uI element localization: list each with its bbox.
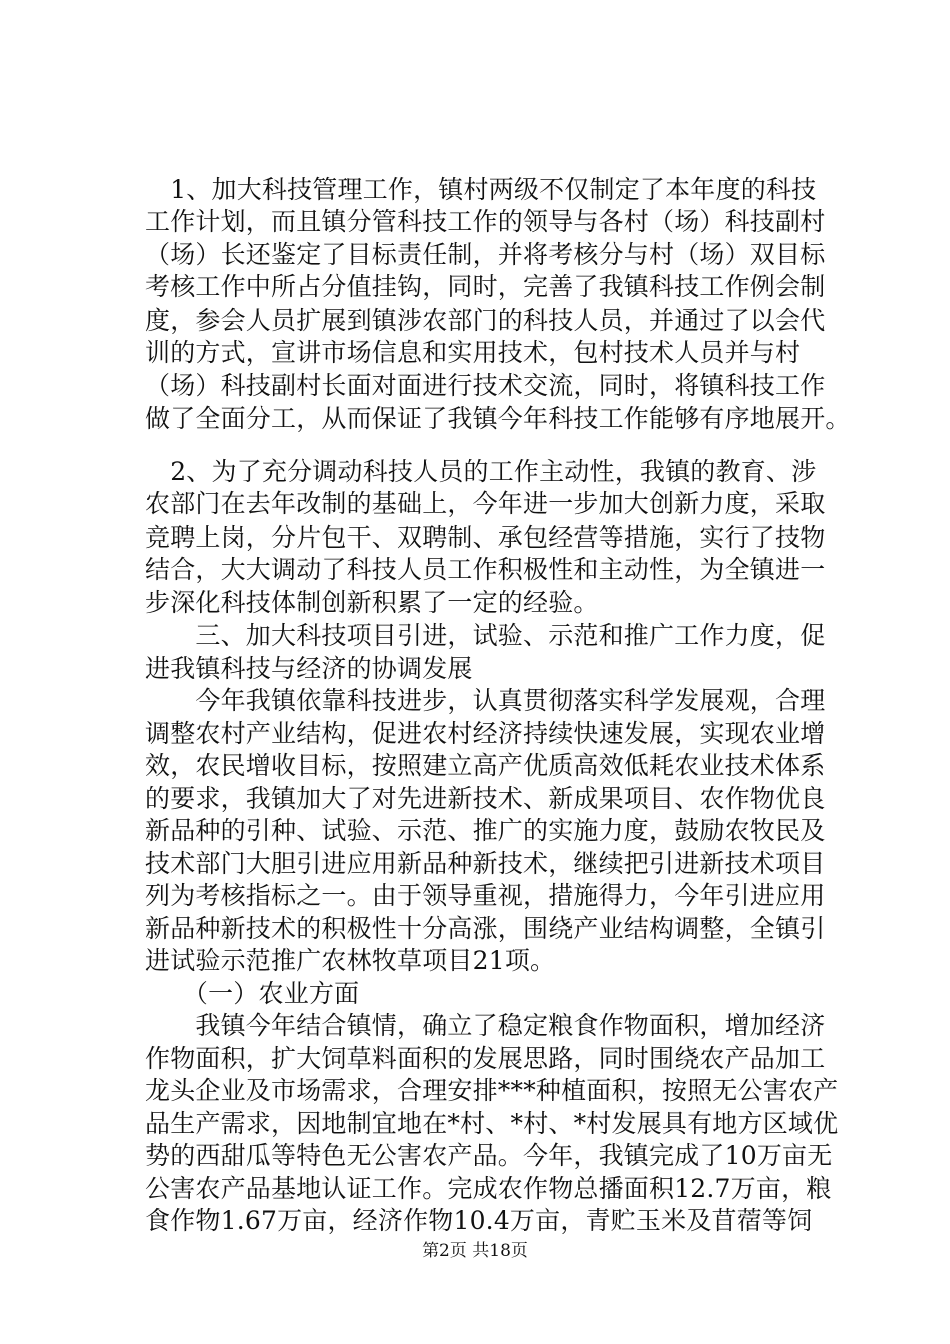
text-line: 结合，大大调动了科技人员工作积极性和主动性，为全镇进一 <box>145 555 826 585</box>
text-line: 步深化科技体制创新积累了一定的经验。 <box>145 587 599 617</box>
text-line: 作物面积，扩大饲草料面积的发展思路，同时围绕农产品加工 <box>145 1043 826 1073</box>
text-line: （场）科技副村长面对面进行技术交流，同时，将镇科技工作 <box>145 370 826 400</box>
section-heading: 三、加大科技项目引进，试验、示范和推广工作力度，促 <box>145 621 826 651</box>
text-line: 度，参会人员扩展到镇涉农部门的科技人员，并通过了以会代 <box>145 305 826 335</box>
text-line: 今年我镇依靠科技进步，认真贯彻落实科学发展观，合理 <box>145 686 826 716</box>
text-line: 竞聘上岗，分片包干、双聘制、承包经营等措施，实行了技物 <box>145 522 826 552</box>
text-line: 势的西甜瓜等特色无公害农产品。今年，我镇完成了10万亩无 <box>145 1141 833 1171</box>
text-line: 工作计划，而且镇分管科技工作的领导与各村（场）科技副村 <box>145 207 826 237</box>
text-line: 1、加大科技管理工作，镇村两级不仅制定了本年度的科技 <box>145 175 817 204</box>
page-number-footer: 第2页 共18页 <box>422 1241 528 1261</box>
text-line: 食作物1.67万亩，经济作物10.4万亩，青贮玉米及苜蓿等饲 <box>145 1206 813 1235</box>
text-line: 进试验示范推广农林牧草项目21项。 <box>145 946 556 976</box>
text-line: 新品种的引种、试验、示范、推广的实施力度，鼓励农牧民及 <box>145 816 826 846</box>
text-line: 训的方式，宣讲市场信息和实用技术，包村技术人员并与村 <box>145 338 801 368</box>
text-line: 农部门在去年改制的基础上，今年进一步加大创新力度，采取 <box>145 489 826 519</box>
text-line: 的要求，我镇加大了对先进新技术、新成果项目、农作物优良 <box>145 783 826 813</box>
text-line: 我镇今年结合镇情，确立了稳定粮食作物面积，增加经济 <box>145 1011 826 1041</box>
text-line: 调整农村产业结构，促进农村经济持续快速发展，实现农业增 <box>145 718 826 748</box>
text-line: 新品种新技术的积极性十分高涨，围绕产业结构调整，全镇引 <box>145 913 826 943</box>
text-line: 公害农产品基地认证工作。完成农作物总播面积12.7万亩，粮 <box>145 1173 832 1203</box>
text-line: （场）长还鉴定了目标责任制，并将考核分与村（场）双目标 <box>145 239 826 269</box>
text-line: 技术部门大胆引进应用新品种新技术，继续把引进新技术项目 <box>145 848 826 878</box>
text-line: 效，农民增收目标，按照建立高产优质高效低耗农业技术体系 <box>145 751 826 781</box>
subsection-heading: （一）农业方面 <box>145 978 360 1008</box>
text-line: 2、为了充分调动科技人员的工作主动性，我镇的教育、涉 <box>145 456 817 486</box>
text-line: 考核工作中所占分值挂钩，同时，完善了我镇科技工作例会制 <box>145 272 826 302</box>
text-line: 龙头企业及市场需求，合理安排***种植面积，按照无公害农产 <box>145 1076 839 1106</box>
text-line: 列为考核指标之一。由于领导重视，措施得力，今年引进应用 <box>145 881 826 911</box>
section-heading: 进我镇科技与经济的协调发展 <box>145 653 473 683</box>
text-line: 做了全面分工，从而保证了我镇今年科技工作能够有序地展开。 <box>145 404 851 434</box>
text-line: 品生产需求，因地制宜地在*村、*村、*村发展具有地方区域优 <box>145 1108 839 1138</box>
